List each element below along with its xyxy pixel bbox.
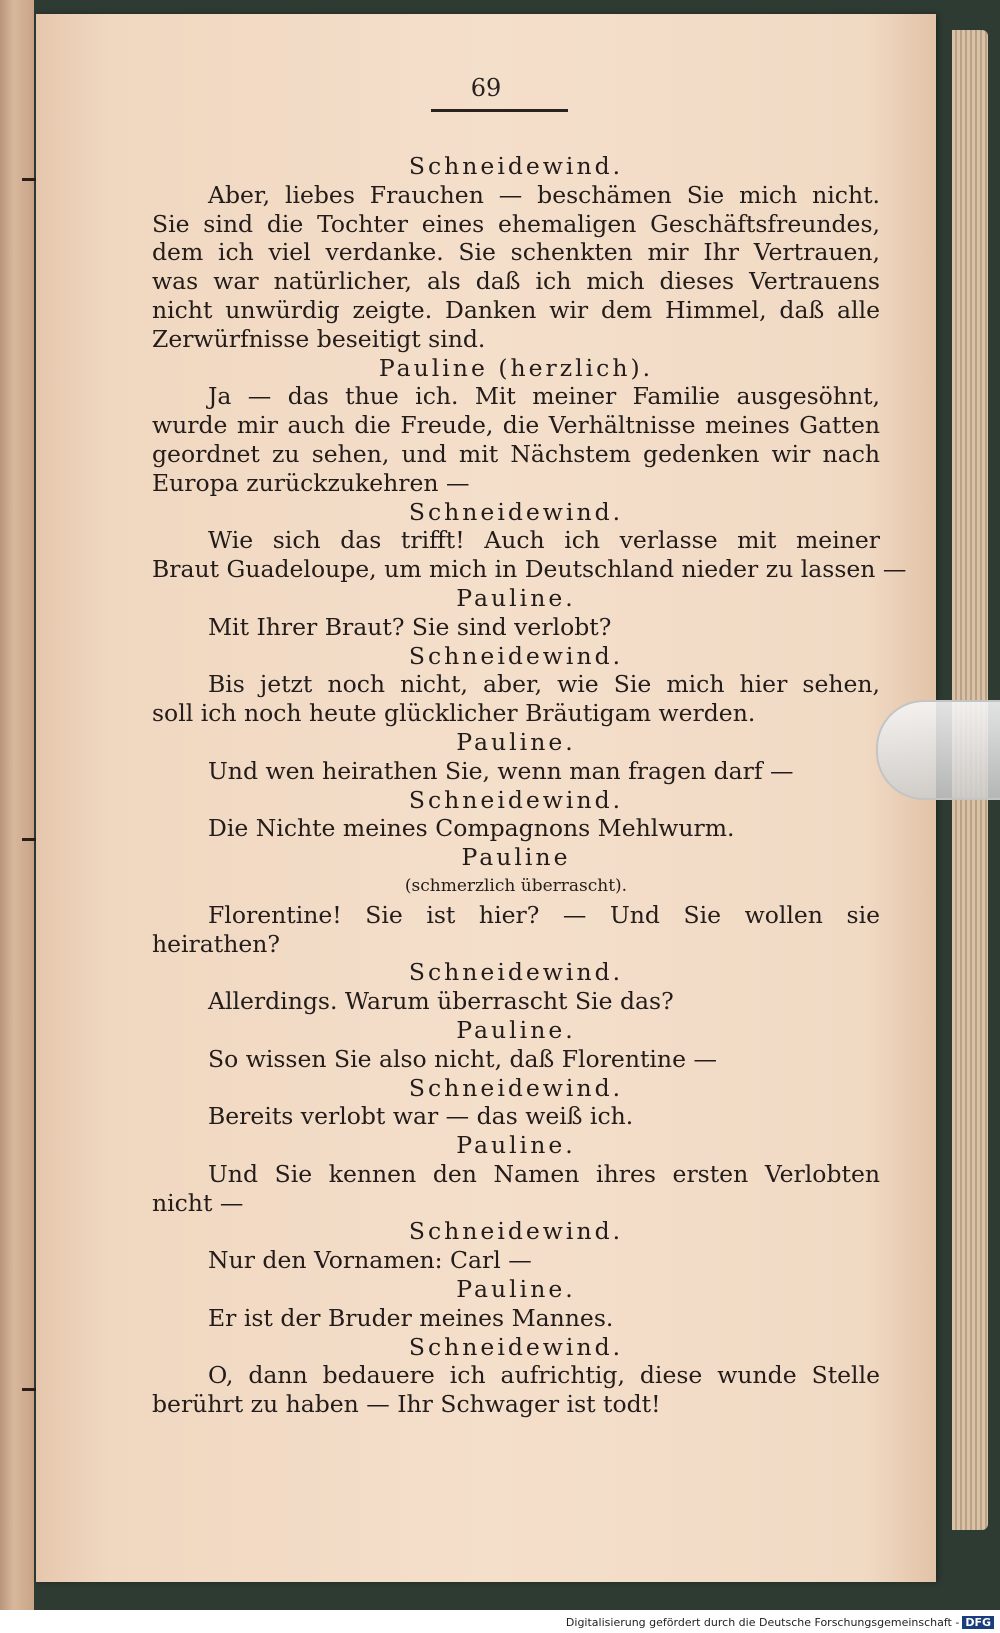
text-line: Allerdings. Warum überrascht Sie das? <box>208 987 674 1016</box>
page-number: 69 <box>470 74 502 102</box>
text-line: soll ich noch heute glücklicher Bräutigam werden. <box>152 699 756 728</box>
speaker-line: Schneidewind. <box>408 958 624 987</box>
speaker-line: Pauline. <box>456 583 576 612</box>
text-line: Und wen heirathen Sie, wenn man fragen darf — <box>208 756 794 785</box>
speaker-line: Pauline. <box>456 1131 576 1160</box>
text-line: Die Nichte meines Compagnons Mehlwurm. <box>208 814 735 843</box>
footer-credit-text: Digitalisierung gefördert durch die Deutsche Forschungsgemeinschaft - <box>565 1616 960 1629</box>
text-line: Wie sich das trifft! Auch ich verlasse mit meiner <box>208 526 880 555</box>
speaker-line: Pauline <box>461 843 571 872</box>
speaker-line: Pauline. <box>456 1275 576 1304</box>
text-line: dem ich viel verdanke. Sie schenkten mir Ihr Vertrauen, <box>152 238 880 267</box>
text-line: Aber, liebes Frauchen — beschämen Sie mich nicht. <box>208 180 880 209</box>
text-line: Sie sind die Tochter eines ehemaligen Geschäftsfreundes, <box>152 209 880 238</box>
text-line: Ja — das thue ich. Mit meiner Familie ausgesöhnt, <box>208 382 880 411</box>
stage-direction: (schmerzlich überrascht). <box>404 875 628 896</box>
text-line: Braut Guadeloupe, um mich in Deutschland nieder zu lassen — <box>152 555 907 584</box>
text-line: nicht unwürdig zeigte. Danken wir dem Himmel, daß alle <box>152 295 880 324</box>
speaker-line: Schneidewind. <box>408 152 624 180</box>
text-line: Zerwürfnisse beseitigt sind. <box>152 324 486 353</box>
speaker-line: Pauline (herzlich). <box>378 353 654 382</box>
text-line: Und Sie kennen den Namen ihres ersten Verlobten <box>208 1159 880 1188</box>
dfg-logo: DFG <box>962 1616 994 1629</box>
text-line: Florentine! Sie ist hier? — Und Sie wollen sie <box>208 900 880 929</box>
speaker-line: Schneidewind. <box>408 785 624 814</box>
speaker-line: Schneidewind. <box>408 641 624 670</box>
speaker-line: Schneidewind. <box>408 1332 624 1361</box>
footer-credit <box>566 1616 994 1629</box>
page-marker-tab <box>876 700 1000 800</box>
page-text <box>152 152 907 1419</box>
book-page <box>36 14 936 1582</box>
text-line: Europa zurückzukehren — <box>152 468 470 497</box>
text-line: Nur den Vornamen: Carl — <box>208 1246 532 1275</box>
text-line: Bis jetzt noch nicht, aber, wie Sie mich hier sehen, <box>208 670 880 699</box>
previous-page-edge <box>0 0 34 1610</box>
text-line: Bereits verlobt war — das weiß ich. <box>208 1102 634 1131</box>
header-rule <box>431 109 568 112</box>
text-line: wurde mir auch die Freude, die Verhältnisse meines Gatten <box>152 411 880 440</box>
speaker-line: Schneidewind. <box>408 1217 624 1246</box>
speaker-line: Schneidewind. <box>408 1073 624 1102</box>
speaker-line: Pauline. <box>456 727 576 756</box>
text-line: So wissen Sie also nicht, daß Florentine — <box>208 1044 717 1073</box>
text-line: nicht — <box>152 1188 244 1217</box>
text-line: O, dann bedauere ich aufrichtig, diese wunde Stelle <box>208 1361 880 1390</box>
text-line: was war natürlicher, als daß ich mich dieses Vertrauens <box>152 267 880 296</box>
text-line: Mit Ihrer Braut? Sie sind verlobt? <box>208 612 612 641</box>
text-line: Er ist der Bruder meines Mannes. <box>208 1303 614 1332</box>
text-line: heirathen? <box>152 929 281 958</box>
speaker-line: Pauline. <box>456 1015 576 1044</box>
text-line: berührt zu haben — Ihr Schwager ist todt! <box>152 1390 661 1419</box>
speaker-line: Schneidewind. <box>408 497 624 526</box>
text-line: geordnet zu sehen, und mit Nächstem gedenken wir nach <box>152 439 880 468</box>
